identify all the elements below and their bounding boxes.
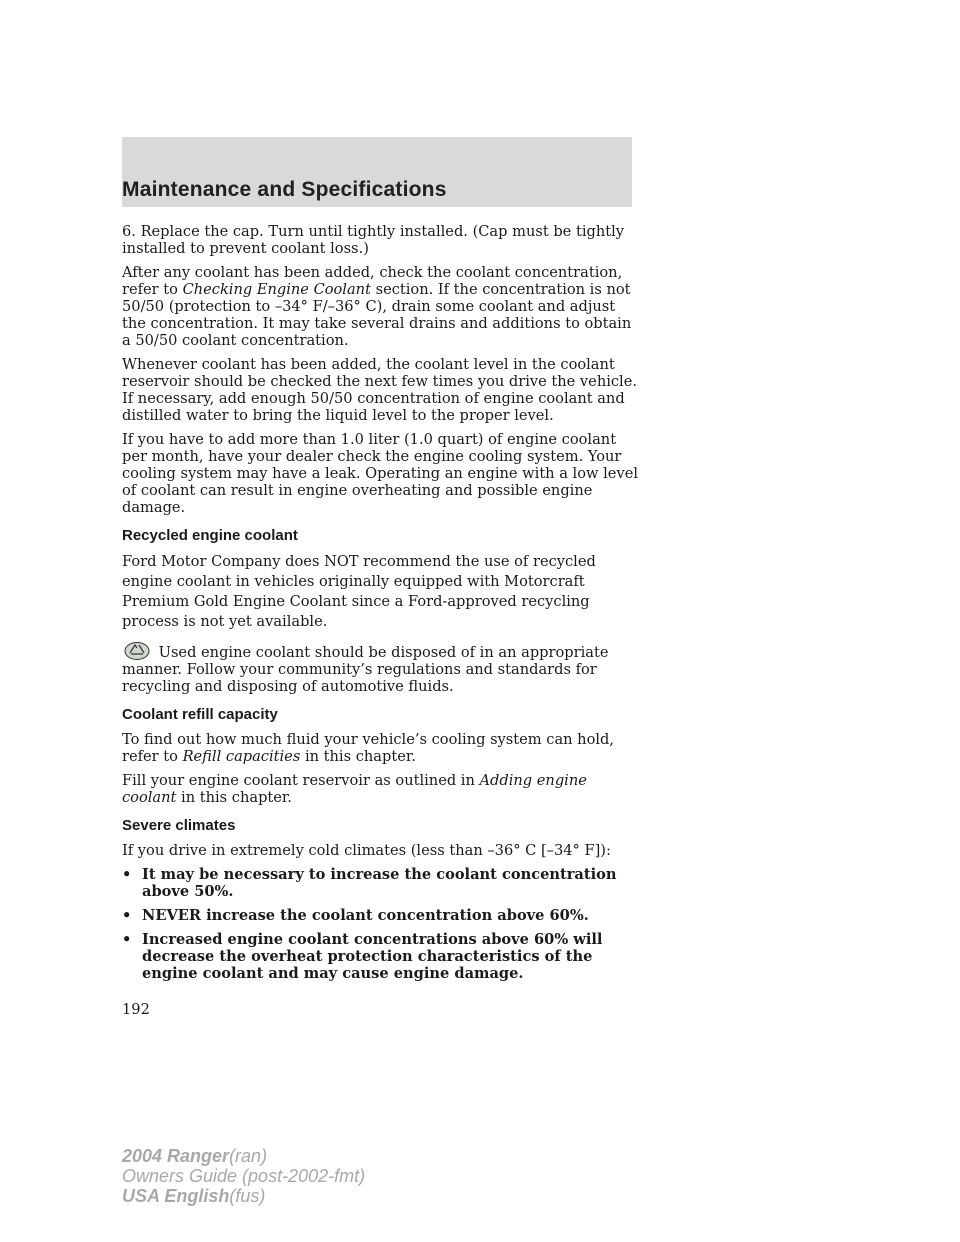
list-item: • NEVER increase the coolant concentration above 60%. <box>122 907 589 924</box>
page-number: 192 <box>122 1001 150 1018</box>
paragraph-recycled: Ford Motor Company does NOT recommend the use of recycled engine coolant in vehicles originally equipped with Motorcraft Premium Gold Engine Coolant since a Ford-approved recycling process is not yet available. <box>122 553 596 630</box>
bullet-icon: • <box>122 931 132 948</box>
paragraph-disposal: Used engine coolant should be disposed of in an appropriate manner. Follow your community’s regulations and standards for recycling and disposing of automotive fluids. <box>122 639 642 695</box>
severe-bullet-list <box>122 866 642 982</box>
heading-refill-capacity: Coolant refill capacity <box>122 706 278 723</box>
paragraph-refill-2: Fill your engine coolant reservoir as outlined in Adding engine coolant in this chapter. <box>122 772 587 806</box>
list-item: • Increased engine coolant concentrations above 60% will decrease the overheat protection characteristics of the engine coolant and may cause engine damage. <box>122 931 603 982</box>
section-title: Maintenance and Specifications <box>122 178 447 201</box>
bullet-icon: • <box>122 907 132 924</box>
paragraph-coolant-level: Whenever coolant has been added, the coolant level in the coolant reservoir should be checked the next few times you drive the vehicle. If necessary, add enough 50/50 concentration of engine coolant and distilled water to bring the liquid level to the proper level. <box>122 356 637 424</box>
link-checking-engine-coolant: Checking Engine Coolant <box>182 281 371 298</box>
paragraph-severe-intro: If you drive in extremely cold climates (less than –36° C [–34° F]): <box>122 842 611 859</box>
recycle-icon <box>122 639 152 661</box>
paragraph-replace-cap: 6. Replace the cap. Turn until tightly installed. (Cap must be tightly installed to prevent coolant loss.) <box>122 223 625 257</box>
page-content <box>122 223 642 989</box>
link-refill-capacities: Refill capacities <box>182 748 301 765</box>
document-footer: 2004 Ranger(ran) Owners Guide (post-2002-fmt) USA English(fus) <box>122 1146 366 1206</box>
bullet-icon: • <box>122 866 132 883</box>
heading-severe-climates: Severe climates <box>122 817 236 834</box>
heading-recycled-coolant: Recycled engine coolant <box>122 527 298 544</box>
paragraph-check-concentration: After any coolant has been added, check the coolant concentration, refer to Checking Engine Coolant section. If the concentration is not 50/50 (protection to –34° F/–36° C), drain some coolant and adjust the concentration. It may take several drains and additions to obtain a 50/50 coolant concentration. <box>122 264 632 349</box>
paragraph-add-more: If you have to add more than 1.0 liter (1.0 quart) of engine coolant per month, have your dealer check the engine cooling system. Your cooling system may have a leak. Operating an engine with a low level of coolant can result in engine overheating and possible engine damage. <box>122 431 638 516</box>
paragraph-refill-1: To find out how much fluid your vehicle’s cooling system can hold, refer to Refill capacities in this chapter. <box>122 731 615 765</box>
list-item: • It may be necessary to increase the coolant concentration above 50%. <box>122 866 617 900</box>
link-adding-engine-coolant: Adding engine coolant <box>122 772 587 806</box>
